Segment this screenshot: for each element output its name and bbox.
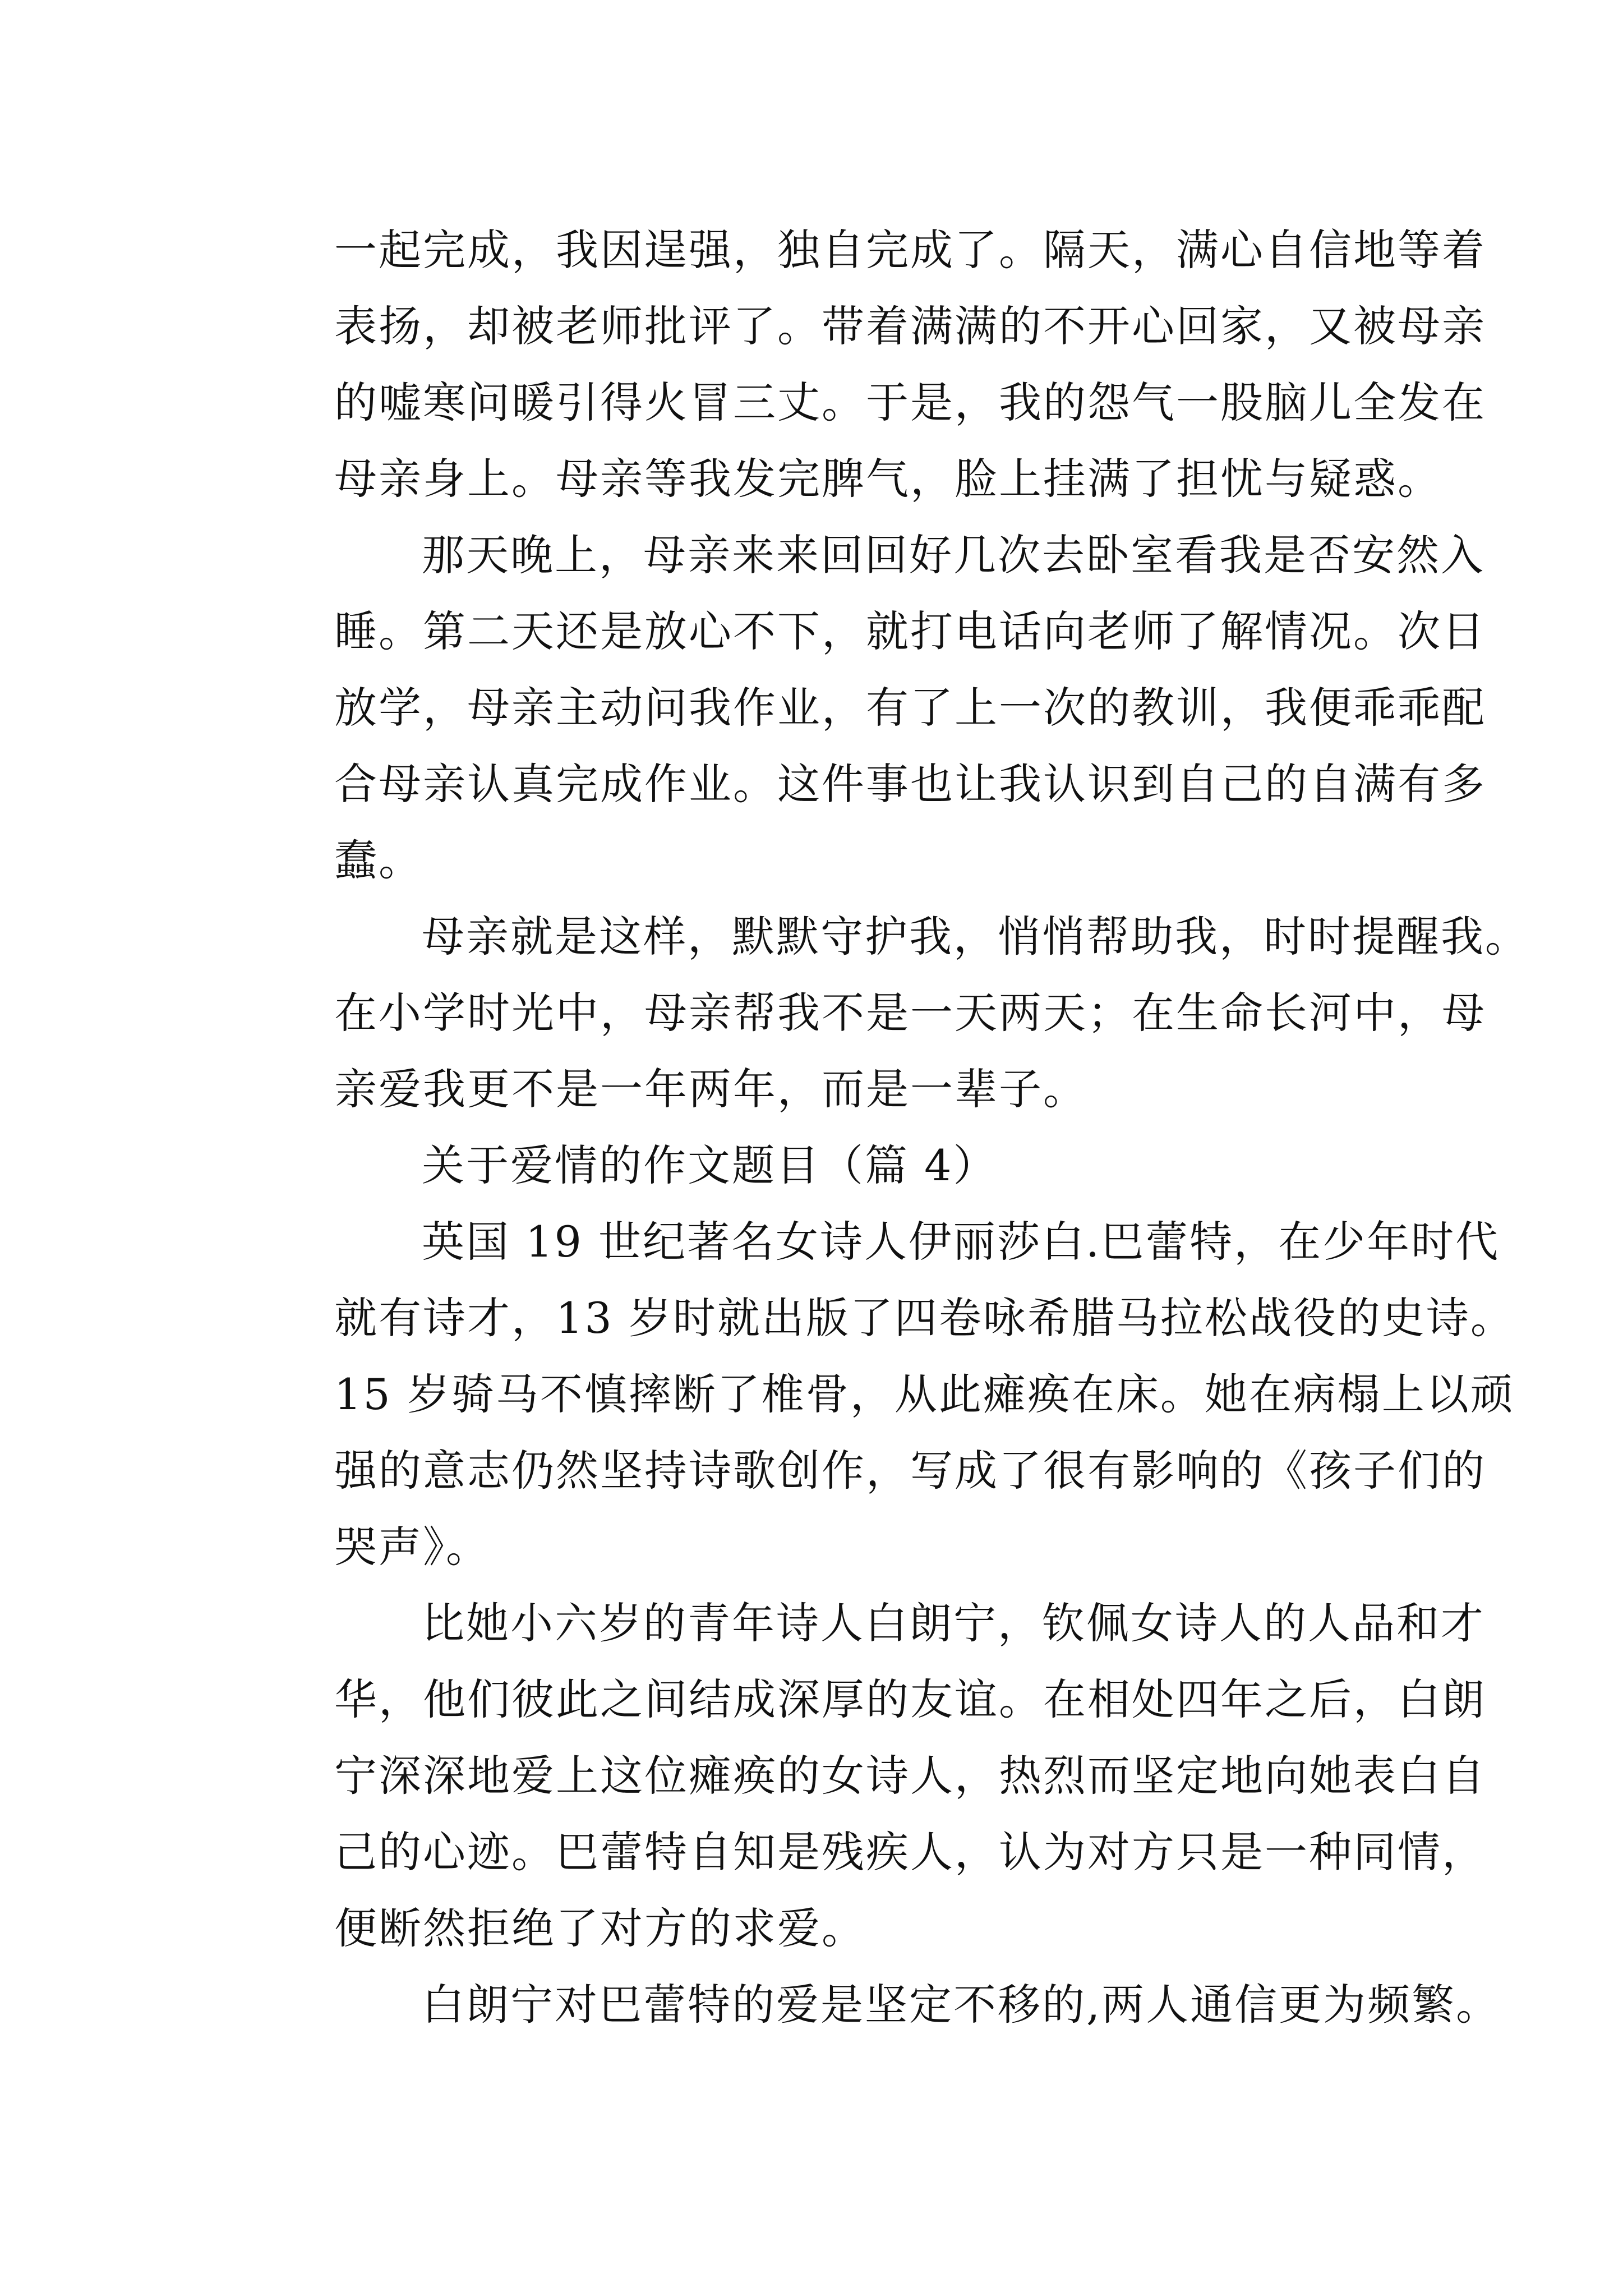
text-line: 蠢。 [334, 835, 423, 885]
text-line: 就有诗才，13 岁时就出版了四卷咏希腊马拉松战役的史诗。 [334, 1293, 1515, 1343]
text-line: 一起完成，我因逞强，独自完成了。隔天，满心自信地等着 [334, 225, 1486, 275]
text-line: 便断然拒绝了对方的求爱。 [334, 1903, 866, 1953]
text-line: 的嘘寒问暖引得火冒三丈。于是，我的怨气一股脑儿全发在 [334, 378, 1486, 427]
text-line: 15 岁骑马不慎摔断了椎骨，从此瘫痪在床。她在病榻上以顽 [334, 1369, 1515, 1419]
text-line: 比她小六岁的青年诗人白朗宁，钦佩女诗人的人品和才 [422, 1598, 1485, 1648]
text-line: 表扬，却被老师批评了。带着满满的不开心回家，又被母亲 [334, 301, 1486, 351]
text-line: 那天晚上，母亲来来回回好几次去卧室看我是否安然入 [422, 530, 1485, 580]
text-line: 母亲身上。母亲等我发完脾气，脸上挂满了担忧与疑惑。 [334, 454, 1442, 504]
text-line: 亲爱我更不是一年两年，而是一辈子。 [334, 1064, 1087, 1114]
text-line: 英国 19 世纪著名女诗人伊丽莎白.巴蕾特，在少年时代 [422, 1217, 1500, 1267]
paragraph-6 [247, 1585, 1486, 1967]
text-line: 白朗宁对巴蕾特的爱是坚定不移的,两人通信更为频繁。 [422, 1980, 1501, 2030]
text-line: 宁深深地爱上这位瘫痪的女诗人，热烈而坚定地向她表白自 [334, 1751, 1486, 1801]
text-line: 己的心迹。巴蕾特自知是残疾人，认为对方只是一种同情， [334, 1827, 1486, 1877]
text-line: 强的意志仍然坚持诗歌创作，写成了很有影响的《孩子们的 [334, 1446, 1486, 1496]
text-line: 华，他们彼此之间结成深厚的友谊。在相处四年之后，白朗 [334, 1674, 1486, 1724]
text-line: 在小学时光中，母亲帮我不是一天两天；在生命长河中，母 [334, 988, 1486, 1038]
paragraph-2 [247, 517, 1486, 899]
text-line: 睡。第二天还是放心不下，就打电话向老师了解情况。次日 [334, 606, 1486, 656]
text-line: 哭声》。 [334, 1522, 490, 1572]
text-line: 合母亲认真完成作业。这件事也让我认识到自己的自满有多 [334, 759, 1486, 809]
heading-line: 关于爱情的作文题目（篇 4） [422, 1140, 998, 1190]
text-line: 母亲就是这样，默默守护我，悄悄帮助我，时时提醒我。 [422, 912, 1529, 961]
paragraph-7 [247, 1967, 1501, 2043]
section-heading [247, 1128, 1391, 1204]
paragraph-3 [247, 899, 1529, 1128]
paragraph-1 [247, 212, 1486, 517]
document-body [247, 212, 1529, 2043]
text-line: 放学，母亲主动问我作业，有了上一次的教训，我便乖乖配 [334, 683, 1486, 733]
paragraph-5 [247, 1204, 1515, 1585]
